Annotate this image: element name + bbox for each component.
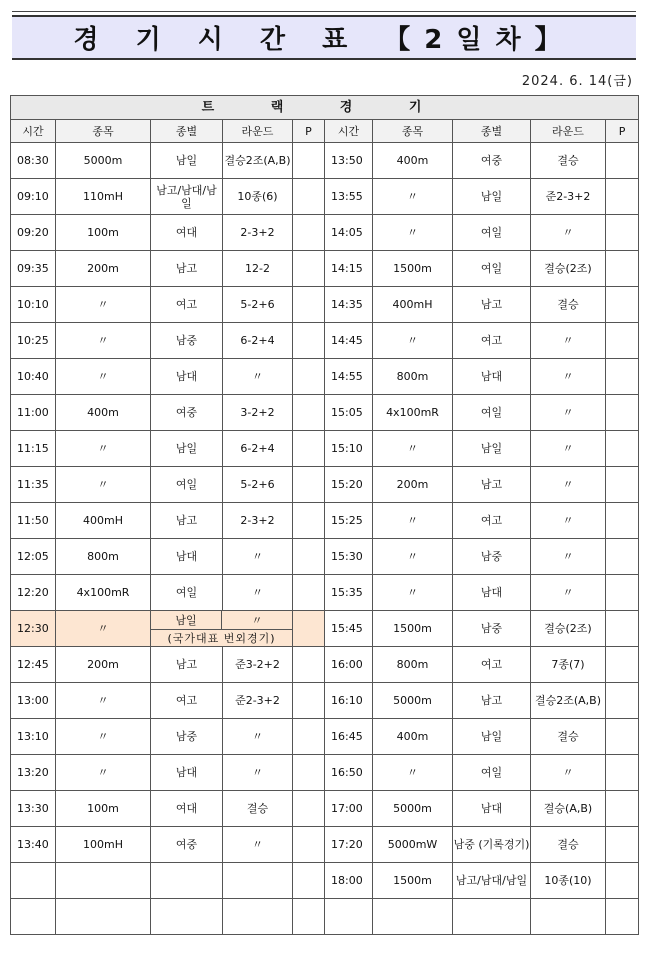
right-time-cell: 14:45 [325, 323, 373, 359]
col-header-event: 종목 [56, 120, 151, 143]
group-round-line [151, 611, 292, 630]
left-event-cell: 〃 [56, 287, 151, 323]
left-p-cell [293, 431, 325, 467]
left-round-cell: 결승2조(A,B) [223, 143, 293, 179]
left-round-cell [223, 863, 293, 899]
left-event-cell: 〃 [56, 431, 151, 467]
left-round-cell: 준3-2+2 [223, 647, 293, 683]
right-group-cell: 남중 (기록경기) [453, 827, 531, 863]
section-header-row [11, 96, 639, 120]
right-group-cell: 남대 [453, 791, 531, 827]
left-round-cell: 12-2 [223, 251, 293, 287]
table-row [11, 575, 639, 611]
left-p-cell [293, 539, 325, 575]
right-round-cell: 결승 [531, 143, 606, 179]
right-p-cell [606, 791, 639, 827]
left-round-cell: 6-2+4 [223, 431, 293, 467]
left-event-cell: 〃 [56, 323, 151, 359]
right-p-cell [606, 611, 639, 647]
left-time-cell: 12:30 [11, 611, 56, 647]
right-event-cell: 〃 [373, 539, 453, 575]
right-p-cell [606, 287, 639, 323]
left-group-text: 남일 [151, 611, 222, 629]
left-group-cell: 여중 [151, 395, 223, 431]
right-p-cell [606, 503, 639, 539]
right-round-cell: 〃 [531, 395, 606, 431]
right-group-cell: 남대 [453, 359, 531, 395]
left-round-cell: 결승 [223, 791, 293, 827]
left-p-cell [293, 395, 325, 431]
right-event-cell [373, 899, 453, 935]
left-group-cell: 여대 [151, 215, 223, 251]
right-event-cell: 〃 [373, 215, 453, 251]
right-round-cell: 7종(7) [531, 647, 606, 683]
right-event-cell: 400m [373, 143, 453, 179]
right-round-cell: 〃 [531, 503, 606, 539]
left-p-cell [293, 899, 325, 935]
table-row [11, 683, 639, 719]
right-p-cell [606, 899, 639, 935]
right-p-cell [606, 143, 639, 179]
col-header-group: 종별 [453, 120, 531, 143]
schedule-table [10, 95, 639, 935]
right-group-cell: 여일 [453, 251, 531, 287]
left-p-cell [293, 467, 325, 503]
left-round-cell: 2-3+2 [223, 215, 293, 251]
left-event-cell: 〃 [56, 611, 151, 647]
right-p-cell [606, 395, 639, 431]
right-event-cell: 〃 [373, 179, 453, 215]
right-round-cell: 결승 [531, 827, 606, 863]
right-round-cell: 결승(2조) [531, 611, 606, 647]
left-time-cell: 09:10 [11, 179, 56, 215]
right-round-cell: 〃 [531, 755, 606, 791]
left-round-cell [223, 899, 293, 935]
top-rule [12, 11, 636, 12]
right-event-cell: 〃 [373, 431, 453, 467]
right-round-cell: 〃 [531, 215, 606, 251]
right-group-cell: 남대 [453, 575, 531, 611]
right-group-cell: 여고 [453, 503, 531, 539]
right-time-cell: 14:05 [325, 215, 373, 251]
left-time-cell: 10:40 [11, 359, 56, 395]
left-time-cell: 13:20 [11, 755, 56, 791]
right-group-cell: 남중 [453, 539, 531, 575]
left-event-cell: 〃 [56, 683, 151, 719]
left-round-cell: 10종(6) [223, 179, 293, 215]
right-time-cell: 15:30 [325, 539, 373, 575]
right-time-cell: 14:55 [325, 359, 373, 395]
right-group-cell: 남일 [453, 179, 531, 215]
right-time-cell: 17:20 [325, 827, 373, 863]
right-p-cell [606, 215, 639, 251]
left-round-cell: 5-2+6 [223, 467, 293, 503]
left-time-cell: 10:25 [11, 323, 56, 359]
right-group-cell: 여일 [453, 215, 531, 251]
left-event-cell: 〃 [56, 719, 151, 755]
right-event-cell: 〃 [373, 323, 453, 359]
right-group-cell: 남일 [453, 719, 531, 755]
right-round-cell: 〃 [531, 575, 606, 611]
table-row [11, 251, 639, 287]
left-group-cell: 남고 [151, 251, 223, 287]
column-header-row [11, 120, 639, 143]
col-header-round: 라운드 [223, 120, 293, 143]
right-group-cell: 여일 [453, 755, 531, 791]
left-time-cell: 13:30 [11, 791, 56, 827]
right-time-cell [325, 899, 373, 935]
left-group-cell: 남일 [151, 143, 223, 179]
right-event-cell: 5000m [373, 683, 453, 719]
left-time-cell: 12:05 [11, 539, 56, 575]
right-group-cell: 남일 [453, 431, 531, 467]
left-p-cell [293, 791, 325, 827]
right-group-cell [453, 899, 531, 935]
left-round-text: 〃 [251, 613, 263, 627]
right-p-cell [606, 251, 639, 287]
left-event-cell [56, 863, 151, 899]
table-row [11, 647, 639, 683]
right-time-cell: 18:00 [325, 863, 373, 899]
left-group-cell: 여고 [151, 287, 223, 323]
right-time-cell: 14:15 [325, 251, 373, 287]
table-row [11, 143, 639, 179]
section-title: 트 랙 경 기 [11, 96, 639, 120]
right-round-cell: 〃 [531, 539, 606, 575]
table-row [11, 611, 639, 647]
right-p-cell [606, 467, 639, 503]
right-event-cell: 800m [373, 359, 453, 395]
table-row [11, 395, 639, 431]
left-event-cell: 〃 [56, 467, 151, 503]
right-event-cell: 〃 [373, 503, 453, 539]
right-event-cell: 〃 [373, 575, 453, 611]
right-p-cell [606, 323, 639, 359]
right-time-cell: 16:45 [325, 719, 373, 755]
right-p-cell [606, 719, 639, 755]
right-time-cell: 17:00 [325, 791, 373, 827]
table-row [11, 467, 639, 503]
col-header-time: 시간 [325, 120, 373, 143]
left-round-cell: 준2-3+2 [223, 683, 293, 719]
right-time-cell: 13:55 [325, 179, 373, 215]
left-time-cell [11, 899, 56, 935]
left-time-cell: 11:50 [11, 503, 56, 539]
right-p-cell [606, 647, 639, 683]
left-group-cell: 남대 [151, 755, 223, 791]
left-event-cell: 〃 [56, 755, 151, 791]
left-group-cell: 여일 [151, 575, 223, 611]
left-group-cell: 여중 [151, 827, 223, 863]
left-round-cell: 6-2+4 [223, 323, 293, 359]
right-group-cell: 남고 [453, 467, 531, 503]
right-round-cell: 〃 [531, 467, 606, 503]
left-p-cell [293, 215, 325, 251]
left-p-cell [293, 863, 325, 899]
left-event-cell: 5000m [56, 143, 151, 179]
right-time-cell: 15:25 [325, 503, 373, 539]
left-group-cell: 여대 [151, 791, 223, 827]
left-group-cell [151, 863, 223, 899]
right-time-cell: 14:35 [325, 287, 373, 323]
left-event-cell: 〃 [56, 359, 151, 395]
left-time-cell: 11:35 [11, 467, 56, 503]
left-round-cell: 5-2+6 [223, 287, 293, 323]
left-group-cell: 남고 [151, 647, 223, 683]
right-p-cell [606, 359, 639, 395]
right-event-cell: 400m [373, 719, 453, 755]
table-row [11, 503, 639, 539]
right-round-cell: 결승 [531, 287, 606, 323]
left-round-cell: 〃 [223, 539, 293, 575]
right-group-cell: 여중 [453, 143, 531, 179]
col-header-time: 시간 [11, 120, 56, 143]
table-row [11, 287, 639, 323]
right-event-cell: 5000m [373, 791, 453, 827]
left-group-cell: 남중 [151, 323, 223, 359]
left-group-cell: 남대 [151, 359, 223, 395]
left-group-cell: 남고 [151, 503, 223, 539]
right-group-cell: 남고 [453, 683, 531, 719]
left-group-cell: 남고/남대/남일 [151, 179, 223, 215]
table-row [11, 899, 639, 935]
left-p-cell [293, 503, 325, 539]
right-time-cell: 16:10 [325, 683, 373, 719]
table-row [11, 431, 639, 467]
table-row [11, 323, 639, 359]
right-group-cell: 여일 [453, 395, 531, 431]
left-p-cell [293, 323, 325, 359]
table-row [11, 215, 639, 251]
right-round-cell [531, 899, 606, 935]
left-group-round-cell [151, 611, 293, 647]
right-group-cell: 남고/남대/남일 [453, 863, 531, 899]
right-round-cell: 〃 [531, 359, 606, 395]
table-row [11, 359, 639, 395]
left-time-cell: 11:15 [11, 431, 56, 467]
right-p-cell [606, 827, 639, 863]
left-group-cell: 남일 [151, 431, 223, 467]
left-group-cell: 남중 [151, 719, 223, 755]
right-event-cell: 800m [373, 647, 453, 683]
left-time-cell: 09:20 [11, 215, 56, 251]
right-event-cell: 1500m [373, 611, 453, 647]
right-round-cell: 결승2조(A,B) [531, 683, 606, 719]
right-p-cell [606, 755, 639, 791]
right-p-cell [606, 683, 639, 719]
right-round-cell: 결승(A,B) [531, 791, 606, 827]
left-p-cell [293, 611, 325, 647]
left-time-cell: 10:10 [11, 287, 56, 323]
left-round-cell: 〃 [223, 575, 293, 611]
table-row [11, 791, 639, 827]
right-group-cell: 남고 [453, 287, 531, 323]
right-p-cell [606, 431, 639, 467]
left-event-cell: 200m [56, 647, 151, 683]
table-row [11, 827, 639, 863]
right-p-cell [606, 863, 639, 899]
schedule-date: 2024. 6. 14(금) [521, 74, 633, 89]
left-group-cell [151, 899, 223, 935]
left-round-cell: 3-2+2 [223, 395, 293, 431]
title-banner [12, 15, 636, 60]
left-time-cell: 13:00 [11, 683, 56, 719]
left-group-cell: 여일 [151, 467, 223, 503]
left-p-cell [293, 575, 325, 611]
right-group-cell: 여고 [453, 647, 531, 683]
left-event-cell: 100m [56, 791, 151, 827]
right-round-cell: 〃 [531, 323, 606, 359]
left-time-cell [11, 863, 56, 899]
left-p-cell [293, 755, 325, 791]
right-round-cell: 준2-3+2 [531, 179, 606, 215]
left-event-cell [56, 899, 151, 935]
right-time-cell: 15:20 [325, 467, 373, 503]
left-event-cell: 400mH [56, 503, 151, 539]
right-event-cell: 200m [373, 467, 453, 503]
col-header-group: 종별 [151, 120, 223, 143]
left-p-cell [293, 359, 325, 395]
right-group-cell: 여고 [453, 323, 531, 359]
left-p-cell [293, 647, 325, 683]
right-time-cell: 16:50 [325, 755, 373, 791]
left-event-cell: 400m [56, 395, 151, 431]
page-title: 경 기 시 간 표 【2일차】 [73, 25, 575, 55]
table-row [11, 179, 639, 215]
right-time-cell: 15:45 [325, 611, 373, 647]
right-event-cell: 400mH [373, 287, 453, 323]
col-header-p: P [293, 120, 325, 143]
table-row [11, 539, 639, 575]
left-time-cell: 12:20 [11, 575, 56, 611]
left-event-cell: 200m [56, 251, 151, 287]
left-p-cell [293, 251, 325, 287]
left-event-cell: 110mH [56, 179, 151, 215]
col-header-event: 종목 [373, 120, 453, 143]
left-round-cell: 2-3+2 [223, 503, 293, 539]
left-p-cell [293, 143, 325, 179]
col-header-round: 라운드 [531, 120, 606, 143]
left-round-cell: 〃 [223, 827, 293, 863]
right-p-cell [606, 575, 639, 611]
table-row [11, 755, 639, 791]
left-group-cell: 여고 [151, 683, 223, 719]
right-round-cell: 10종(10) [531, 863, 606, 899]
left-p-cell [293, 719, 325, 755]
left-event-cell: 100mH [56, 827, 151, 863]
right-round-cell: 결승 [531, 719, 606, 755]
table-row [11, 863, 639, 899]
left-time-cell: 13:10 [11, 719, 56, 755]
right-event-cell: 1500m [373, 863, 453, 899]
left-p-cell [293, 287, 325, 323]
schedule-body [11, 96, 639, 935]
right-round-cell: 결승(2조) [531, 251, 606, 287]
right-round-cell: 〃 [531, 431, 606, 467]
right-p-cell [606, 179, 639, 215]
left-round-cell: 〃 [223, 359, 293, 395]
col-header-p: P [606, 120, 639, 143]
left-event-cell: 4x100mR [56, 575, 151, 611]
left-round-cell: 〃 [223, 755, 293, 791]
left-p-cell [293, 827, 325, 863]
special-note: (국가대표 번외경기) [167, 631, 276, 645]
left-group-cell: 남대 [151, 539, 223, 575]
left-round-cell: 〃 [223, 719, 293, 755]
right-p-cell [606, 539, 639, 575]
left-time-cell: 12:45 [11, 647, 56, 683]
left-event-cell: 100m [56, 215, 151, 251]
right-time-cell: 13:50 [325, 143, 373, 179]
right-time-cell: 15:35 [325, 575, 373, 611]
left-p-cell [293, 683, 325, 719]
right-event-cell: 1500m [373, 251, 453, 287]
left-p-cell [293, 179, 325, 215]
left-time-cell: 13:40 [11, 827, 56, 863]
left-time-cell: 11:00 [11, 395, 56, 431]
right-time-cell: 15:05 [325, 395, 373, 431]
right-event-cell: 5000mW [373, 827, 453, 863]
right-group-cell: 남중 [453, 611, 531, 647]
right-event-cell: 〃 [373, 755, 453, 791]
right-event-cell: 4x100mR [373, 395, 453, 431]
right-time-cell: 16:00 [325, 647, 373, 683]
table-row [11, 719, 639, 755]
right-time-cell: 15:10 [325, 431, 373, 467]
left-event-cell: 800m [56, 539, 151, 575]
left-time-cell: 09:35 [11, 251, 56, 287]
left-time-cell: 08:30 [11, 143, 56, 179]
